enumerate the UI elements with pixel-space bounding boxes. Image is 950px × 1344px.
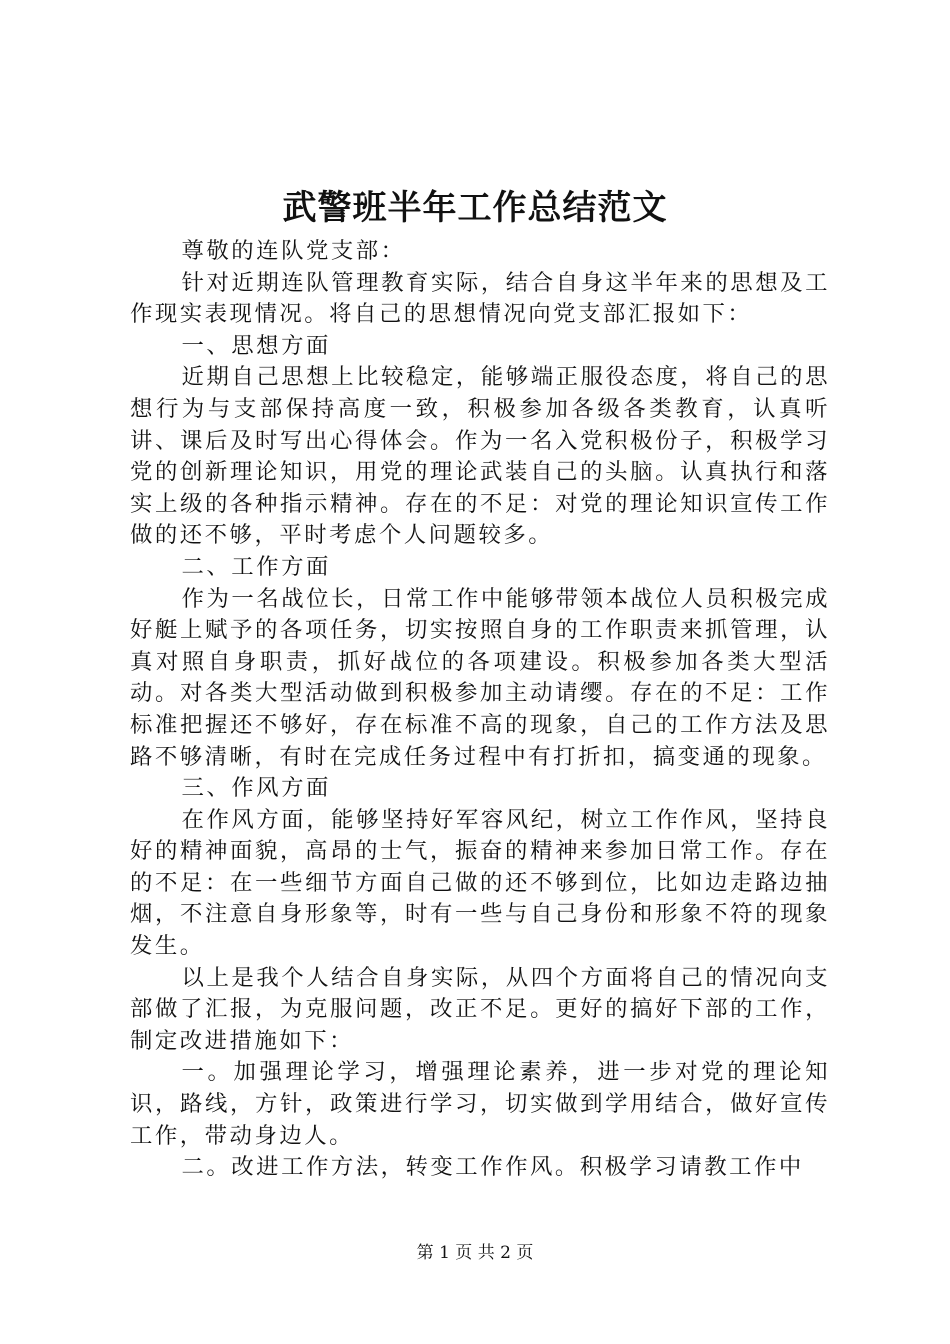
section-heading-thought: 一、思想方面 bbox=[181, 332, 331, 359]
section-heading-work: 二、工作方面 bbox=[181, 553, 331, 580]
paragraph-style: 在作风方面，能够坚持好军容风纪，树立工作作风，坚持良好的精神面貌，高昂的士气，振奋的精神来参加日常工作。存在的不足：在一些细节方面自己做的还不够到位，比如边走路边抽烟，不注意自身形象等，时有一些与自己身份和形象不符的现象发生。 bbox=[130, 806, 830, 960]
measure-item-1: 一。加强理论学习，增强理论素养，进一步对党的理论知识，路线，方针，政策进行学习，切实做到学用结合，做好宣传工作，带动身边人。 bbox=[130, 1059, 830, 1149]
page-number-footer: 第 1 页 共 2 页 bbox=[416, 1243, 534, 1263]
section-heading-style: 三、作风方面 bbox=[181, 775, 331, 802]
document-body bbox=[130, 236, 830, 1184]
salutation: 尊敬的连队党支部： bbox=[181, 238, 406, 264]
document-title: 武警班半年工作总结范文 bbox=[282, 188, 668, 228]
measure-item-2: 二。改进工作方法，转变工作作风。积极学习请教工作中 bbox=[181, 1154, 804, 1181]
paragraph-summary: 以上是我个人结合自身实际，从四个方面将自己的情况向支部做了汇报，为克服问题，改正不足。更好的搞好下部的工作，制定改进措施如下： bbox=[130, 964, 830, 1054]
paragraph-work: 作为一名战位长，日常工作中能够带领本战位人员积极完成好艇上赋予的各项任务，切实按照自身的工作职责来抓管理，认真对照自身职责，抓好战位的各项建设。积极参加各类大型活动。对各类大型活动做到积极参加主动请缨。存在的不足：工作标准把握还不够好，存在标准不高的现象，自己的工作方法及思路不够清晰，有时在完成任务过程中有打折扣，搞变通的现象。 bbox=[130, 585, 830, 770]
paragraph-thought: 近期自己思想上比较稳定，能够端正服役态度，将自己的思想行为与支部保持高度一致，积极参加各级各类教育，认真听讲、课后及时写出心得体会。作为一名入党积极份子，积极学习党的创新理论知识，用党的理论武装自己的头脑。认真执行和落实上级的各种指示精神。存在的不足：对党的理论知识宣传工作做的还不够，平时考虑个人问题较多。 bbox=[130, 364, 830, 549]
intro-paragraph: 针对近期连队管理教育实际，结合自身这半年来的思想及工作现实表现情况。将自己的思想情况向党支部汇报如下： bbox=[130, 269, 830, 328]
